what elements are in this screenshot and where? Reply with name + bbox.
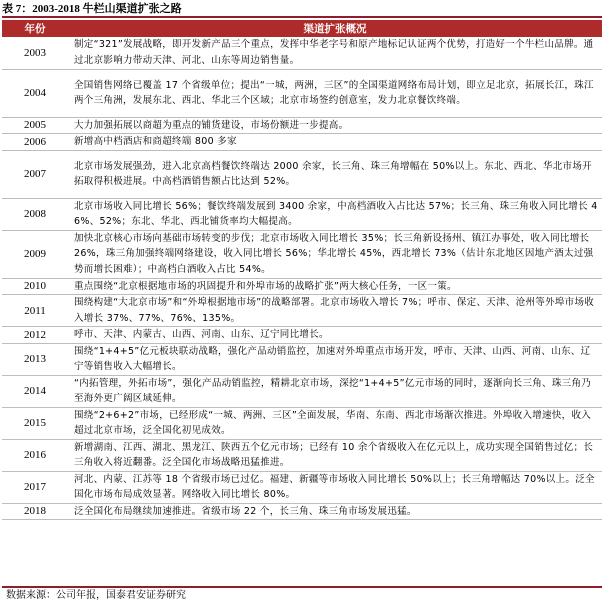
- row-year: 2003: [2, 37, 68, 69]
- row-year: 2017: [2, 471, 68, 503]
- table-row: [2, 439, 602, 471]
- row-description: 泛全国化布局继续加速推进。省级市场 22 个，长三角、珠三角市场发展迅猛。: [68, 503, 602, 520]
- row-year: 2014: [2, 375, 68, 407]
- row-year: 2006: [2, 134, 68, 151]
- table-row: [2, 375, 602, 407]
- row-description: 围绕“2+6+2”市场，已经形成“一城、两洲、三区”全面发展，华南、东南、西北市场渐次推进。外埠收入增速快，收入超过北京市场，泛全国化初见成效。: [68, 407, 602, 439]
- row-description: 新增湖南、江西、湖北、黑龙江、陕西五个亿元市场；已经有 10 余个省级收入在亿元以上，成功实现全国销售过亿；长三角收入将近翻番。泛全国化市场战略迅猛推进。: [68, 439, 602, 471]
- table-row: [2, 69, 602, 117]
- table-row: [2, 471, 602, 503]
- row-description: 北京市场收入同比增长 56%；餐饮终端发展到 3400 余家，中高档酒收入占比达 57%；长三角、珠三角收入同比增长 46%、52%；东北、华北、西北铺货率均大幅提高。: [68, 198, 602, 230]
- table-row: [2, 327, 602, 344]
- row-year: 2010: [2, 278, 68, 295]
- header-desc: 渠道扩张概况: [68, 20, 602, 37]
- row-year: 2011: [2, 295, 68, 327]
- row-year: 2005: [2, 117, 68, 134]
- row-description: 大力加强拓展以商超为重点的铺货建设，市场份额进一步提高。: [68, 117, 602, 134]
- table-title: 表 7：2003-2018 牛栏山渠道扩张之路: [2, 2, 602, 18]
- row-year: 2007: [2, 150, 68, 198]
- table-row: [2, 150, 602, 198]
- row-year: 2009: [2, 230, 68, 278]
- table-row: [2, 278, 602, 295]
- row-year: 2018: [2, 503, 68, 520]
- table-row: [2, 37, 602, 69]
- row-year: 2008: [2, 198, 68, 230]
- row-description: 围绕构建“大北京市场”和“外埠根据地市场”的战略部署。北京市场收入增长 7%；呼市、保定、天津、沧州等外埠市场收入增长 37%、77%、76%、135%。: [68, 295, 602, 327]
- row-year: 2015: [2, 407, 68, 439]
- channel-expansion-table: [2, 20, 602, 520]
- row-description: 呼市、天津、内蒙古、山西、河南、山东、辽宁同比增长。: [68, 327, 602, 344]
- table-body: [2, 37, 602, 520]
- table-row: [2, 295, 602, 327]
- table-row: [2, 503, 602, 520]
- row-year: 2012: [2, 327, 68, 344]
- table-row: [2, 230, 602, 278]
- row-year: 2016: [2, 439, 68, 471]
- table-row: [2, 198, 602, 230]
- row-description: 加快北京核心市场向基础市场转变的步伐；北京市场收入同比增长 35%；长三角新设扬州、镇江办事处，收入同比增长 26%，珠三角加强终端网络建设，收入同比增长 56%；华北增长 45%，西北增长 73%（估计东北地区因地产酒太过强势而增长困难）；中高档白酒收入占比 54%。: [68, 230, 602, 278]
- bottom-rule: [2, 586, 602, 588]
- row-description: “内拓管理，外拓市场”，强化产品动销监控，精耕北京市场，深挖“1+4+5”亿元市场的同时，逐渐向长三角、珠三角乃至海外更广阔区域延伸。: [68, 375, 602, 407]
- source-note: 数据来源：公司年报，国泰君安证券研究: [6, 590, 186, 601]
- table-row: [2, 343, 602, 375]
- row-description: 围绕“1+4+5”亿元板块联动战略，强化产品动销监控，加速对外埠重点市场开发，呼市、天津、山西、河南、山东、辽宁等销售收入大幅增长。: [68, 343, 602, 375]
- table-row: [2, 134, 602, 151]
- row-year: 2013: [2, 343, 68, 375]
- row-description: 制定“321”发展战略，即开发新产品三个重点，发挥中华老字号和原产地标记认证两个优势，打造好一个牛栏山品牌。通过北京影响力带动天津、河北、山东等周边销售量。: [68, 37, 602, 69]
- row-description: 全国销售网络已覆盖 17 个省级单位；提出“一城，两洲，三区”的全国渠道网络布局计划，即立足北京，拓展长江，珠江两个三角洲，发展东北、西北、华北三个区域；北京市场签约创意室，发力北京餐饮终端。: [68, 69, 602, 117]
- row-year: 2004: [2, 69, 68, 117]
- table-row: [2, 407, 602, 439]
- table-header-row: [2, 20, 602, 37]
- row-description: 重点围绕“北京根据地市场的巩固提升和外埠市场的战略扩张”两大核心任务，一区一策。: [68, 278, 602, 295]
- table-row: [2, 117, 602, 134]
- row-description: 北京市场发展强劲，进入北京高档餐饮终端达 2000 余家，长三角、珠三角增幅在 50%以上。东北、西北、华北市场开拓取得积极进展。中高档酒销售额占比达到 52%。: [68, 150, 602, 198]
- header-year: 年份: [2, 20, 68, 37]
- row-description: 河北、内蒙、江苏等 18 个省级市场已过亿。福建、新疆等市场收入同比增长 50%以上；长三角增幅达 70%以上。泛全国化市场布局成效显著。网络收入同比增长 80%。: [68, 471, 602, 503]
- row-description: 新增高中档酒店和商超终端 800 多家: [68, 134, 602, 151]
